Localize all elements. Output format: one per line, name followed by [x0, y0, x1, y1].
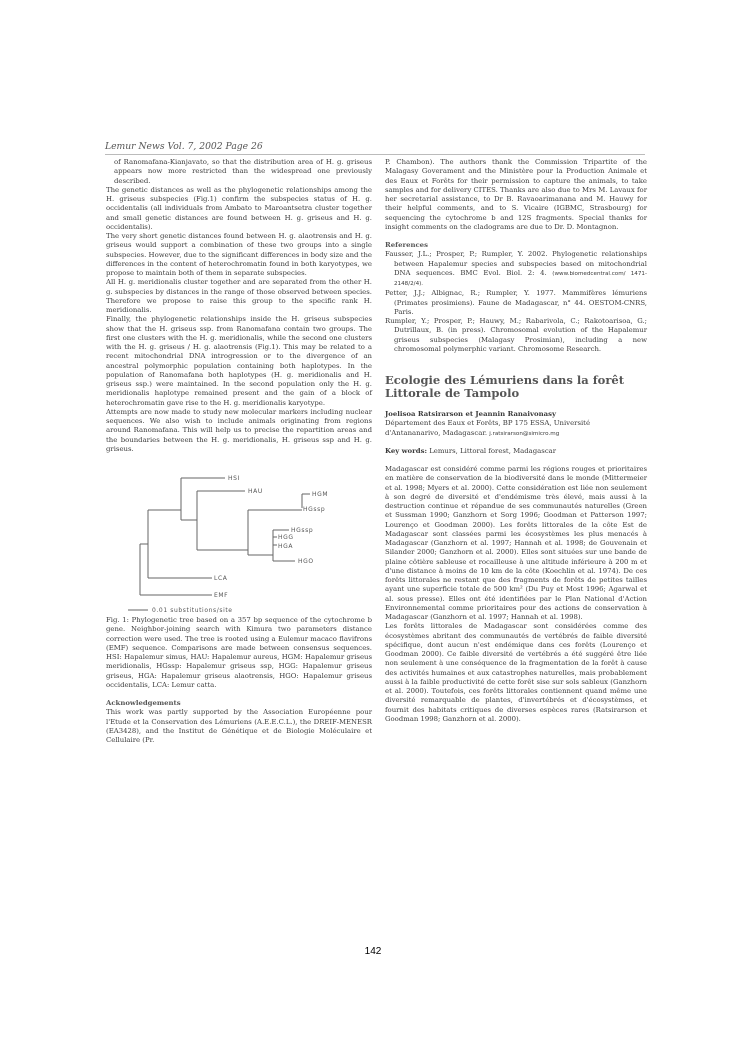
paragraph: The very short genetic distances found between H. g. alaotrensis and H. g. griseus would support a combination of these two groups into a single subspecies. However, due to the significant differences in body size and the differences in the content of heterochromatin found in both karyotypes, we propose to maintain both of them in separate subspecies. — [106, 232, 372, 277]
affiliation — [385, 419, 647, 439]
keywords-label: Key words: — [385, 446, 428, 455]
reference-text: Fausser, J.L.; Prosper, P.; Rumpler, Y. 2002. Phylogenetic relationships between Hapalemur species and subspecies based on mitochondrial DNA sequences. BMC Evol. Biol. 2: 4. — [385, 250, 647, 277]
tree-label: HGO — [298, 558, 314, 565]
tree-label: HGG — [278, 534, 294, 541]
tree-label: HGssp — [291, 527, 314, 534]
reference: Petter, J.J.; Albignac, R.; Rumpler, Y. 1977. Mammifères lémuriens (Primates prosimiens). Faune de Madagascar, n° 44. OESTOM-CNRS, Paris. — [385, 289, 647, 316]
right-column — [385, 158, 647, 724]
paragraph: of Ranomafana-Kianjavato, so that the distribution area of H. g. griseus appears now more restricted than the widespread one previously described. — [114, 158, 372, 185]
article-title: Ecologie des Lémuriens dans la forêt Littorale de Tampolo — [385, 373, 625, 400]
figure-caption: Fig. 1: Phylogenetic tree based on a 357 bp sequence of the cytochrome b gene. Neighbor-joining search with Kimura two parameters distance correction were used. The tree is rooted using a Eulemur macaco flavifrons (EMF) sequence. Comparisons are made between consensus sequences. HSI: Hapalemur simus, HAU: Hapalemur aureus, HGM: Hapalemur griseus meridionalis, HGssp: Hapalemur griseus ssp, HGG: Hapalemur griseus griseus, HGA: Hapalemur griseus alaotrensis, HGO: Hapalemur griseus occidentalis, LCA: Lemur catta. — [106, 616, 372, 689]
paragraph: The genetic distances as well as the phylogenetic relationships among the H. griseus subspecies (Fig.1) confirm the subspecies status of H. g. occidentalis (all individuals from Ambato to Maroantsetra cluster together and small genetic distances are found between H. g. griseus and H. g. occidentalis). — [106, 185, 372, 231]
tree-branch — [140, 544, 212, 595]
paragraph: P. Chambon). The authors thank the Commission Tripartite of the Malagasy Goverament and the Ministère pour la Production Animale et des Eaux et Forêts for their permission to capture the animals, to take samples and for delivery CITES. Thanks are also due to Mrs M. Lavaux for her secretarial assistance, to Dr B. Ravaoarimanana and M. Hauwy for their helpful comments, and to S. Vicaire (IGBMC, Strasbourg) for sequencing the cytochrome b and 12S fragments. Special thanks for insight comments on the cladograms are due to Dr. D. Montagnon. — [385, 158, 647, 231]
tree-branch — [181, 478, 225, 520]
reference-url[interactable]: (www.biomedcentral.com/ 1471-2148/2/4). — [394, 270, 648, 287]
tree-branch — [197, 491, 248, 550]
tree-label: HSI — [228, 475, 240, 482]
paragraph: This work was partly supported by the Association Européenne pour l'Etude et la Conservation des Lémuriens (A.E.E.C.L.), the DREIF-MENESR (EA3428), and the Institut de Génétique et de Biologie Moléculaire et Cellulaire (Pr. — [106, 708, 372, 744]
section-heading: References — [385, 241, 428, 249]
paragraph: Attempts are now made to study new molecular markers including nuclear sequences. We also wish to include animals originating from regions around Ranomafana. This will help us to precise the repartition areas and the boundaries between the H. g. meridionalis, H. griseus ssp and H. g. griseus. — [106, 407, 372, 453]
running-header: Lemur News Vol. 7, 2002 Page 26 — [105, 141, 645, 155]
paragraph: All H. g. meridionalis cluster together and are separated from the other H. g. subspecies by distances in the range of those observed between species. Therefore we propose to raise this group to the specific rank H. meridionalis. — [106, 278, 372, 314]
tree-label: HGM — [312, 491, 329, 498]
email-link[interactable]: j.ratsirarson@simicro.mg — [489, 430, 560, 437]
reference: Rumpler, Y.; Prosper, P.; Hauwy, M.; Rabarivola, C.; Rakotoarisoa, G.; Dutrillaux, B. (in press). Chromosomal evolution of the Hapalemur griseus subspecies (Malagasy Prosimian), including a new chromosomal polymerphic variant. Chromosome Research. — [385, 317, 647, 353]
reference — [385, 250, 647, 289]
affiliation-text: Département des Eaux et Forêts, BP 175 ESSA, Université d'Antananarivo, Madagascar. — [385, 419, 591, 437]
section-heading: Acknowledgements — [106, 699, 181, 707]
tree-label: EMF — [214, 592, 229, 599]
paragraph: Finally, the phylogenetic relationships inside the H. griseus subspecies show that the H. griseus ssp. from Ranomafana contain two groups. The first one clusters with the H. g. meridionalis, while the second one clusters with the H. g. griseus / H. g. alaotrensis (Fig.1). This may be related to a recent mitochondrial DNA introgression or to the divergence of an ancestral polymorphic population containing both haplotypes. In the population of Ranomafana both haplotypes (H. g. meridionalis and H. griseus ssp.) were maintained. In the second population only the H. g. meridionalis haplotype remained present and the gain of a block of heterochromatin gave rise to the H. g. meridionalis karyotype. — [106, 315, 372, 407]
tree-label: LCA — [214, 575, 228, 582]
article-authors: Joelisoa Ratsirarson et Jeannin Ranaivonasy — [385, 410, 556, 418]
tree-label: HGA — [278, 543, 294, 550]
keywords-text: Lemurs, Littoral forest, Madagascar — [427, 446, 557, 455]
phylogenetic-tree — [106, 466, 372, 616]
tree-label: HGssp — [303, 506, 326, 513]
paragraph: Madagascar est considéré comme parmi les régions rouges et prioritaires en matière de conservation de la biodiversité dans le monde (Mittermeier et al. 1998; Myers et al. 2000). Cette considération est liée non seulement à son degré de diversité et d'endémisme très élevé, mais aussi à la destruction continue et répandue de ses communautés naturelles (Green et Sussman 1990; Ganzhorn et Sorg 1996; Goodman et Patterson 1997; Lourenço et Goodman 2000). Les forêts littorales de la côte Est de Madagascar sont classées parmi les écosystèmes les plus menacés à Madagascar (Ganzhorn et al. 1997; Hannah et al. 1998; de Gouvenain et Silander 2000; Ganzhorn et al. 2000). Elles sont situées sur une bande de plaine côtière sableuse et rocailleuse à une altitude inférieure à 200 m et d'une distance à moins de 10 km de la côte (Koechlin et al. 1974). De ces forêts littorales ne restant que des fragments de forêts de petites tailles ayant une superficie totale de 500 km² (Du Puy et Most 1996; Agarwal et al. sous presse). Elles ont été identifiées par le Plan National d'Action Environnemental comme prioritaires pour des actions de conservation à Madagascar (Ganzhorn et al. 1997; Hannah et al. 1998). — [385, 465, 647, 621]
keywords — [385, 447, 647, 456]
page-number: 142 — [364, 946, 382, 957]
scale-label: 0.01 substitutions/site — [152, 607, 233, 614]
tree-label: HAU — [248, 488, 263, 495]
paragraph: Les forêts littorales de Madagascar sont considérées comme des écosystèmes abritant des communautés de vertébrés de faible diversité spécifique, dont aucun n'est endémique dans ces forêts (Lourenço et Goodman 2000). Ce faible diversité de vertébrés a été suggéré être liée non seulement à une conséquence de la fragmentation de la forêt à cause des activités humaines et aux catastrophes naturelles, mais probablement aussi à la faible productivité de cette forêt sise sur sols sableux (Ganzhorn et al. 2000). Toutefois, ces forêts littorales contiennent quand même une diversité remarquable de plantes, d'invertébrés et d'écosystèmes, et fournit des habitats critiques de diverses espèces rares (Ratsirarson et Goodman 1998; Ganzhorn et al. 2000). — [385, 622, 647, 723]
left-column — [106, 158, 372, 745]
tree-branch — [148, 510, 212, 578]
